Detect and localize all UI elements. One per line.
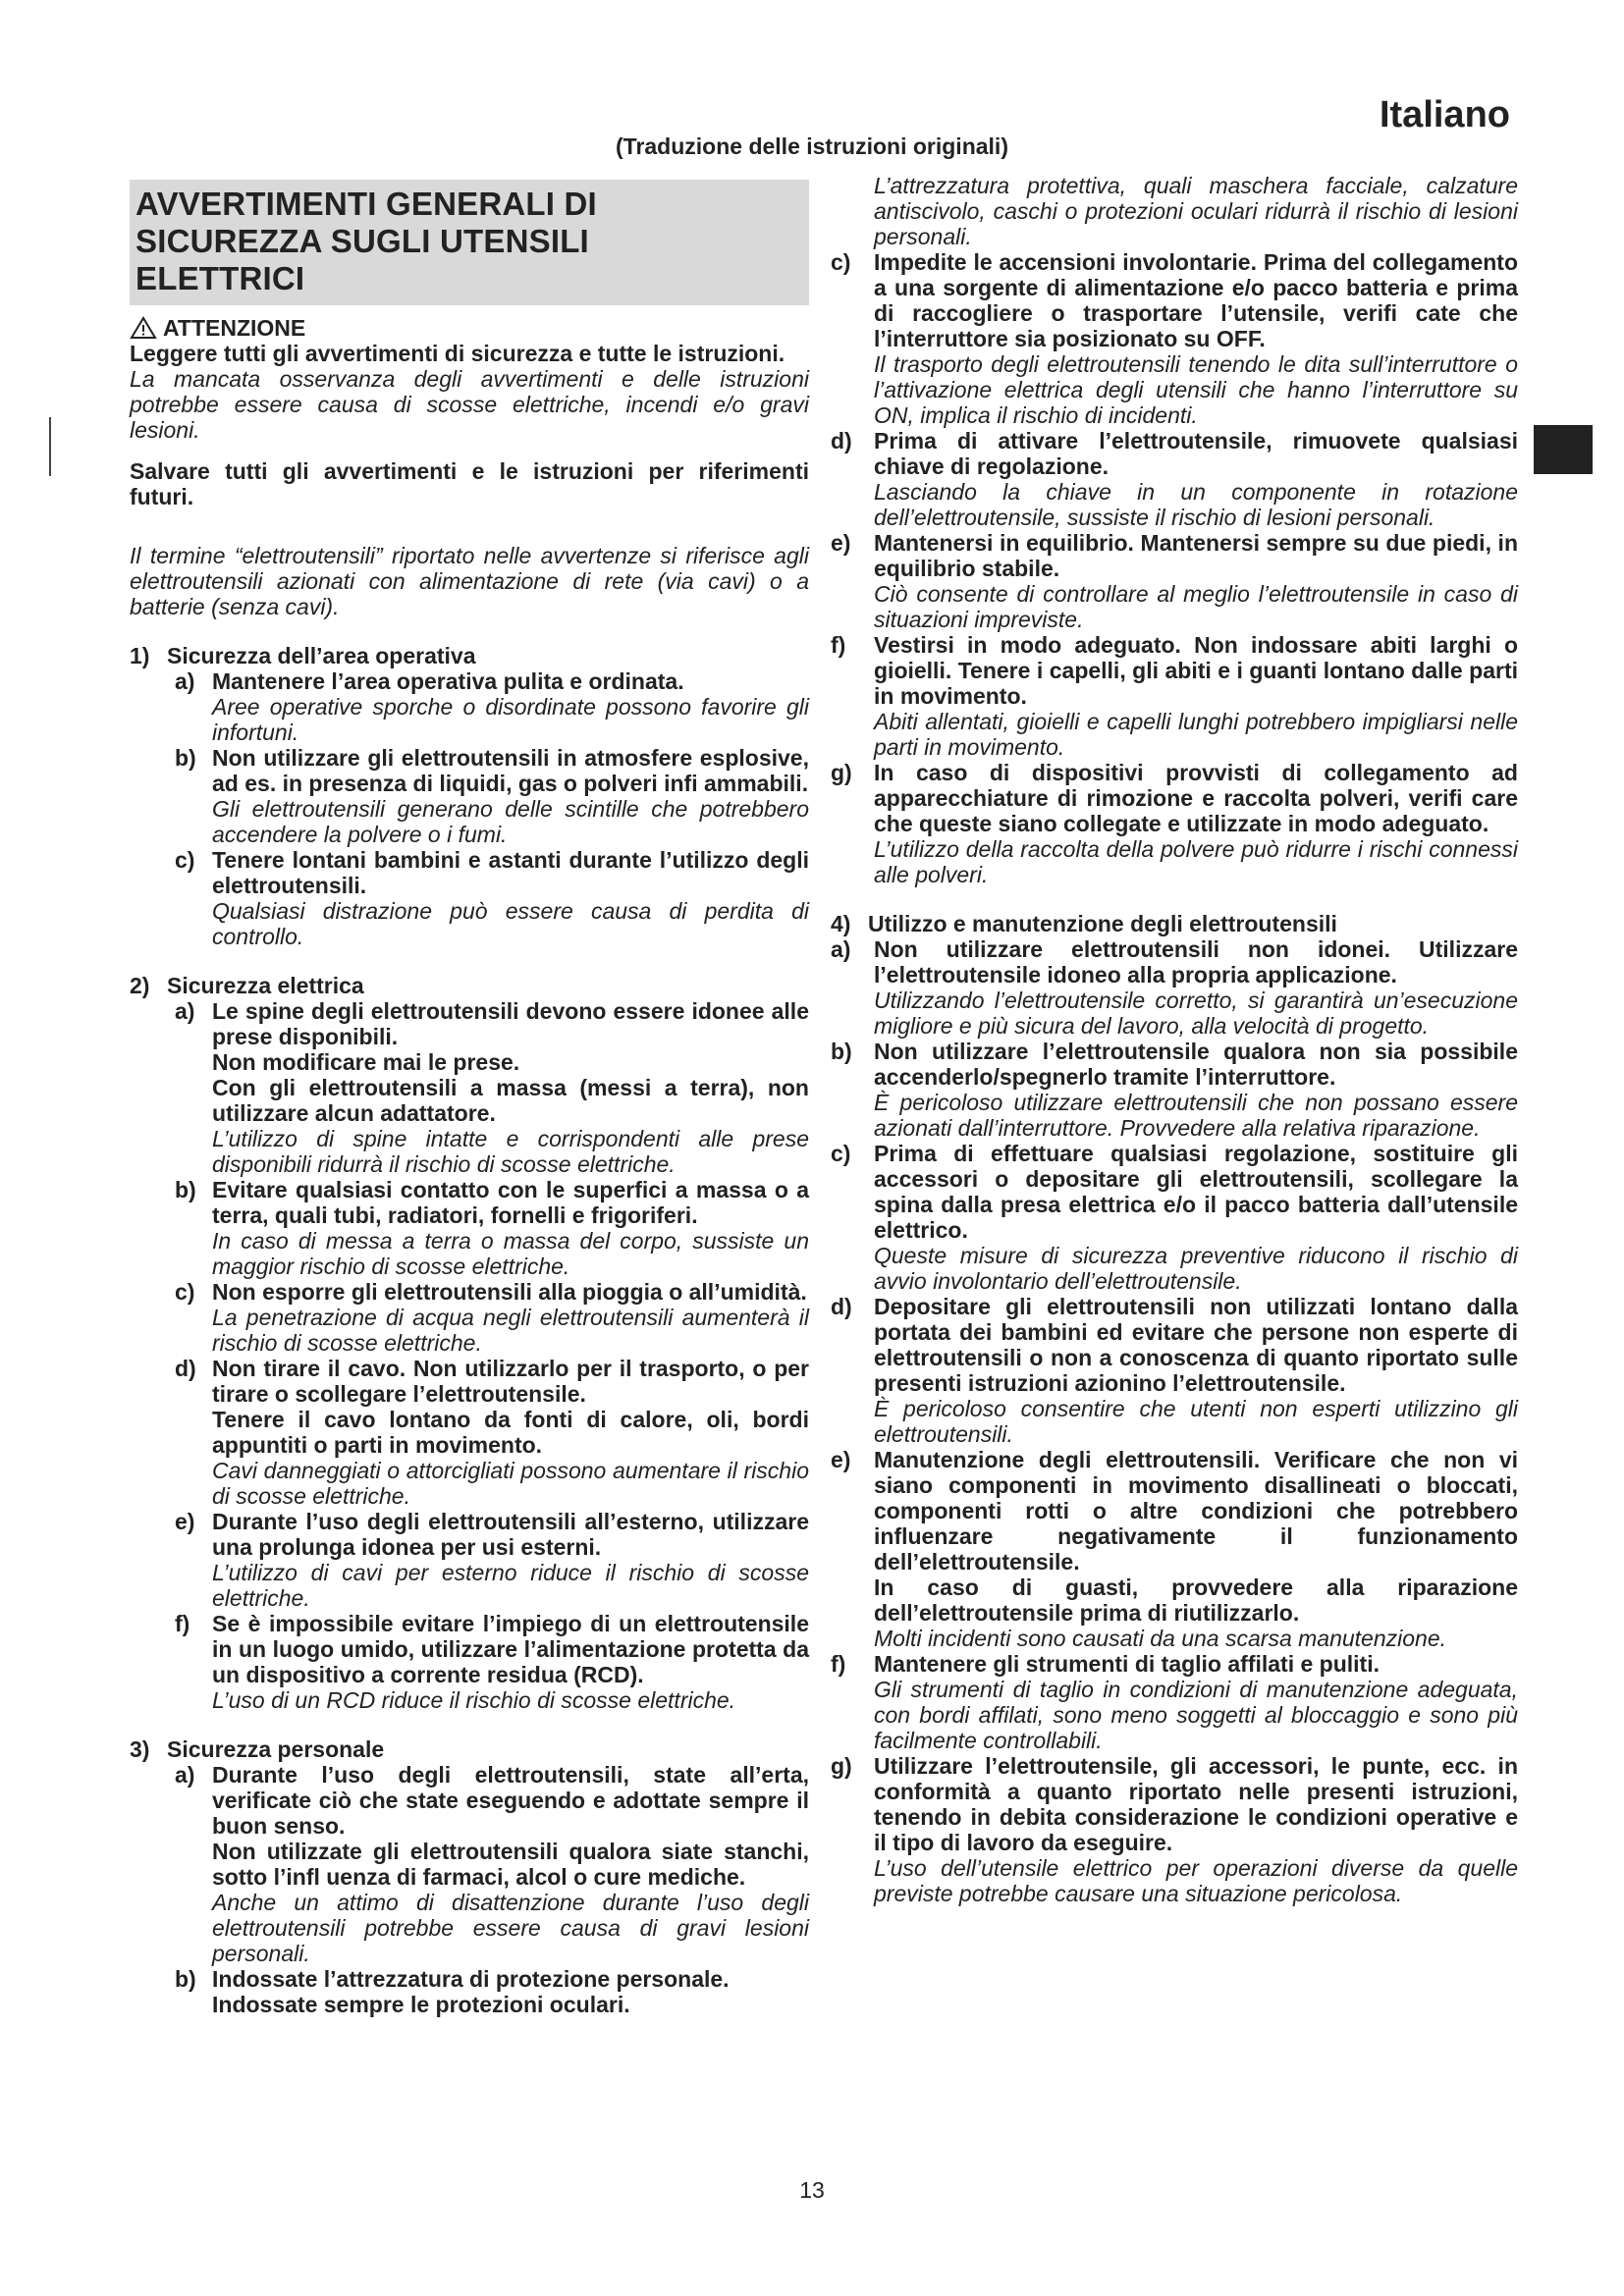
s4-item-b: b) Non utilizzare l’elettroutensile qualora non sia possibile accenderlo/spegnerlo tramite l’interruttore. È pericoloso utilizzare elettroutensili che non possano essere azionati dall’interruttore. Provvedere alla relativa riparazione. <box>831 1039 1518 1141</box>
s1-item-a: a) Mantenere l’area operativa pulita e ordinata. Aree operative sporche o disordinate possono favorire gli infortuni. <box>175 668 809 745</box>
warning-triangle-icon <box>130 316 157 340</box>
warning-heading <box>130 315 809 341</box>
warning-bold-text: Leggere tutti gli avvertimenti di sicurezza e tutte le istruzioni. <box>130 341 785 366</box>
s4-item-a: a) Non utilizzare elettroutensili non idonei. Utilizzare l’elettroutensile idoneo alla propria applicazione. Utilizzando l’elettroutensile corretto, si garantirà un’esecuzione migliore e più sicura del lavoro, alla velocità di progetto. <box>831 936 1518 1039</box>
s2-item-a: a) Le spine degli elettroutensili devono essere idonee alle prese disponibili. Non modificare mai le prese. Con gli elettroutensili a massa (messi a terra), non utilizzare alcun adattatore. L’utilizzo di spine intatte e corrispondenti alle prese disponibili ridurrà il rischio di scosse elettriche. <box>175 998 809 1177</box>
warning-italic-text: La mancata osservanza degli avvertimenti e delle istruzioni potrebbe essere causa di scosse elettriche, incendi e/o gravi lesioni. <box>130 366 809 443</box>
s3-item-f: f) Vestirsi in modo adeguato. Non indossare abiti larghi o gioielli. Tenere i capelli, gli abiti e i guanti lontano dalle parti in movimento. Abiti allentati, gioielli e capelli lunghi potrebbero impigliarsi nelle parti in movimento. <box>831 632 1518 760</box>
s3-item-e: e) Mantenersi in equilibrio. Mantenersi sempre su due piedi, in equilibrio stabile. Ciò consente di controllare al meglio l’elettroutensile in caso di situazioni impreviste. <box>831 530 1518 632</box>
section-4-heading: 4) Utilizzo e manutenzione degli elettroutensili <box>831 911 1337 936</box>
s4-item-e: e) Manutenzione degli elettroutensili. Verificare che non vi siano componenti in movimento disallineati o bloccati, componenti rotti o altre condizioni che potrebbero influenzare negativamente il funzionamento dell’elettroutensile. In caso di guasti, provvedere alla riparazione dell’elettroutensile prima di riutilizzarlo. Molti incidenti sono causati da una scarsa manutenzione. <box>831 1447 1518 1651</box>
s4-item-g: g) Utilizzare l’elettroutensile, gli accessori, le punte, ecc. in conformità a quanto riportato nelle presenti istruzioni, tenendo in debita considerazione le condizioni operative e il tipo di lavoro da eseguire. L’uso dell’utensile elettrico per operazioni diverse da quelle previste potrebbe causare una situazione pericolosa. <box>831 1753 1518 1906</box>
s2-item-f: f) Se è impossibile evitare l’impiego di un elettroutensile in un luogo umido, utilizzare l’alimentazione protetta da un dispositivo a corrente residua (RCD). L’uso di un RCD riduce il rischio di scosse elettriche. <box>175 1611 809 1713</box>
s3-item-c: c) Impedite le accensioni involontarie. Prima del collegamento a una sorgente di alimentazione e/o pacco batteria e prima di raccogliere o trasportare l’utensile, verifi cate che l’interruttore sia posizionato su OFF. Il trasporto degli elettroutensili tenendo le dita sull’interruttore o l’attivazione elettrica degli utensili che hanno l’interruttore su ON, implica il rischio di incidenti. <box>831 249 1518 428</box>
title-line-3: ELETTRICI <box>135 260 305 296</box>
s2-item-e: e) Durante l’uso degli elettroutensili all’esterno, utilizzare una prolunga idonea per usi esterni. L’utilizzo di cavi per esterno riduce il rischio di scosse elettriche. <box>175 1509 809 1611</box>
section-1-heading: 1) Sicurezza dell’area operativa <box>130 643 476 668</box>
s2-item-d: d) Non tirare il cavo. Non utilizzarlo per il trasporto, o per tirare o scollegare l’elettroutensile. Tenere il cavo lontano da fonti di calore, oli, bordi appuntiti o parti in movimento. Cavi danneggiati o attorcigliati possono aumentare il rischio di scosse elettriche. <box>175 1356 809 1509</box>
margin-mark <box>49 417 51 476</box>
save-instructions-note: Salvare tutti gli avvertimenti e le istruzioni per riferimenti futuri. <box>130 458 809 509</box>
section-2-heading: 2) Sicurezza elettrica <box>130 973 364 998</box>
section-3-heading: 3) Sicurezza personale <box>130 1736 385 1762</box>
page-number: 13 <box>799 2177 825 2203</box>
s1-item-c: c) Tenere lontani bambini e astanti durante l’utilizzo degli elettroutensili. Qualsiasi distrazione può essere causa di perdita di controllo. <box>175 847 809 949</box>
s3-item-b: b) Indossate l’attrezzatura di protezione personale. Indossate sempre le protezioni oculari. <box>175 1966 730 2017</box>
title-line-1: AVVERTIMENTI GENERALI DI <box>135 186 597 222</box>
term-definition: Il termine “elettroutensili” riportato nelle avvertenze si riferisce agli elettroutensili azionati con alimentazione di rete (via cavi) o a batterie (senza cavi). <box>130 543 809 619</box>
s3-item-a: a) Durante l’uso degli elettroutensili, state all’erta, verificate ciò che state eseguendo e adottate sempre il buon senso. Non utilizzate gli elettroutensili qualora siate stanchi, sotto l’infl uenza di farmaci, alcol o cure mediche. Anche un attimo di disattenzione durante l’uso degli elettroutensili potrebbe essere causa di gravi lesioni personali. <box>175 1762 809 1966</box>
s3-item-g: g) In caso di dispositivi provvisti di collegamento ad apparecchiature di rimozione e raccolta polveri, verifi care che queste siano collegate e utilizzate in modo adeguato. L’utilizzo della raccolta della polvere può ridurre i rischi connessi alle polveri. <box>831 760 1518 887</box>
s3-item-b-note: L’attrezzatura protettiva, quali maschera facciale, calzature antiscivolo, caschi o protezioni oculari ridurrà il rischio di lesioni personali. <box>874 173 1518 249</box>
s4-item-f: f) Mantenere gli strumenti di taglio affilati e puliti. Gli strumenti di taglio in condizioni di manutenzione adeguata, con bordi affilati, sono meno soggetti al bloccaggio e sono più facilmente controllabili. <box>831 1651 1518 1753</box>
warning-label: ATTENZIONE <box>163 315 306 341</box>
left-column <box>130 175 809 2017</box>
language-label: Italiano <box>1379 94 1510 135</box>
right-column <box>831 173 1518 1906</box>
s1-item-b: b) Non utilizzare gli elettroutensili in atmosfere esplosive, ad es. in presenza di liquidi, gas o polveri infi ammabili. Gli elettroutensili generano delle scintille che potrebbero accendere la polvere o i fumi. <box>175 745 809 847</box>
language-tab-marker <box>1534 425 1593 474</box>
section-title-box <box>130 180 809 305</box>
title-line-2: SICUREZZA SUGLI UTENSILI <box>135 223 589 259</box>
s4-item-d: d) Depositare gli elettroutensili non utilizzati lontano dalla portata dei bambini ed evitare che persone non esperte di elettroutensili o non a conoscenza di quanto riportato sulle presenti istruzioni azionino l’elettroutensile. È pericoloso consentire che utenti non esperti utilizzino gli elettroutensili. <box>831 1294 1518 1447</box>
s2-item-c: c) Non esporre gli elettroutensili alla pioggia o all’umidità. La penetrazione di acqua negli elettroutensili aumenterà il rischio di scosse elettriche. <box>175 1279 809 1356</box>
s2-item-b: b) Evitare qualsiasi contatto con le superfici a massa o a terra, quali tubi, radiatori, fornelli e frigoriferi. In caso di messa a terra o massa del corpo, sussiste un maggior rischio di scosse elettriche. <box>175 1177 809 1279</box>
s3-item-d: d) Prima di attivare l’elettroutensile, rimuovete qualsiasi chiave di regolazione. Lasciando la chiave in un componente in rotazione dell’elettroutensile, sussiste il rischio di lesioni personali. <box>831 428 1518 530</box>
page-subtitle: (Traduzione delle istruzioni originali) <box>616 133 1008 159</box>
s4-item-c: c) Prima di effettuare qualsiasi regolazione, sostituire gli accessori o depositare gli elettroutensili, scollegare la spina dalla presa elettrica e/o il pacco batteria dall’utensile elettrico. Queste misure di sicurezza preventive riducono il rischio di avvio involontario dell’elettroutensile. <box>831 1141 1518 1294</box>
